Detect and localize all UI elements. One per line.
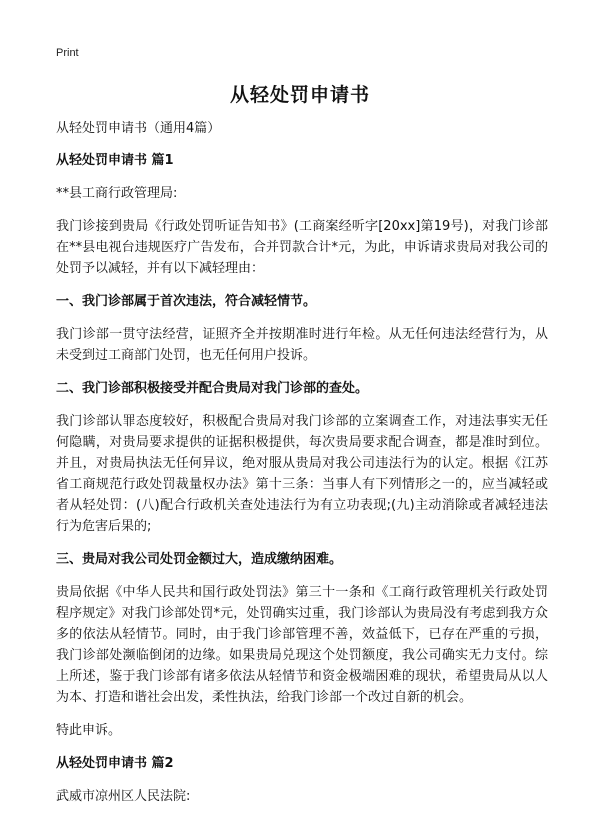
article1-point2-heading: 二、我门诊部积极接受并配合贵局对我门诊部的查处。 [56,381,369,396]
document-subtitle: 从轻处罚申请书（通用4篇） [56,121,221,136]
page-title: 从轻处罚申请书 [229,84,370,106]
article1-intro: 我门诊接到贵局《行政处罚听证告知书》(工商案经听字[20xx]第19号)，对我门诊部在**县电视台违规医疗广告发布，合并罚款合计*元，为此，申诉请求贵局对我公司的处罚予以减轻，并有以下减轻理由： [56,219,548,276]
article1-point3-heading: 三、贵局对我公司处罚金额过大，造成缴纳困难。 [56,552,343,567]
article2-recipient: 武威市凉州区人民法院: [56,789,191,804]
article1-point1-body: 我门诊部一贯守法经营，证照齐全并按期准时进行年检。从无任何违法经营行为，从未受到过工商部门处罚，也无任何用户投诉。 [56,327,548,363]
article2-heading: 从轻处罚申请书 篇2 [56,756,174,771]
article1-recipient: **县工商行政管理局: [56,186,178,201]
print-link[interactable]: Print [56,47,79,59]
article1-point2-body: 我门诊部认罪态度较好，积极配合贵局对我门诊部的立案调查工作，对违法事实无任何隐瞒，对贵局要求提供的证据积极提供，每次贵局要求配合调查，都是准时到位。并且，对贵局执法无任何异议，绝对服从贵局对我公司违法行为的认定。根据《江苏省工商规范行政处罚裁量权办法》第十三条：当事人有下列情形之一的，应当减轻或者从轻处罚：(八)配合行政机关查处违法行为有立功表现;(九)主动消除或者减轻违法行为危害后果的; [56,414,548,534]
article1-closing: 特此申诉。 [56,723,122,738]
article1-point3-body: 贵局依据《中华人民共和国行政处罚法》第三十一条和《工商行政管理机关行政处罚程序规定》对我门诊部处罚*元，处罚确实过重，我门诊部认为贵局没有考虑到我方众多的依法从轻情节。同时，由于我门诊部管理不善，效益低下，已存在严重的亏损，我门诊部处濒临倒闭的边缘。如果贵局兑现这个处罚额度，我公司确实无力支付。综上所述，鉴于我门诊部有诸多依法从轻情节和资金极端困难的现状，希望贵局从以人为本、打造和谐社会出发，柔性执法，给我门诊部一个改过自新的机会。 [56,585,548,705]
document-body [56,118,548,819]
article1-point1-heading: 一、我门诊部属于首次违法，符合减轻情节。 [56,294,317,309]
article1-heading: 从轻处罚申请书 篇1 [56,153,174,168]
